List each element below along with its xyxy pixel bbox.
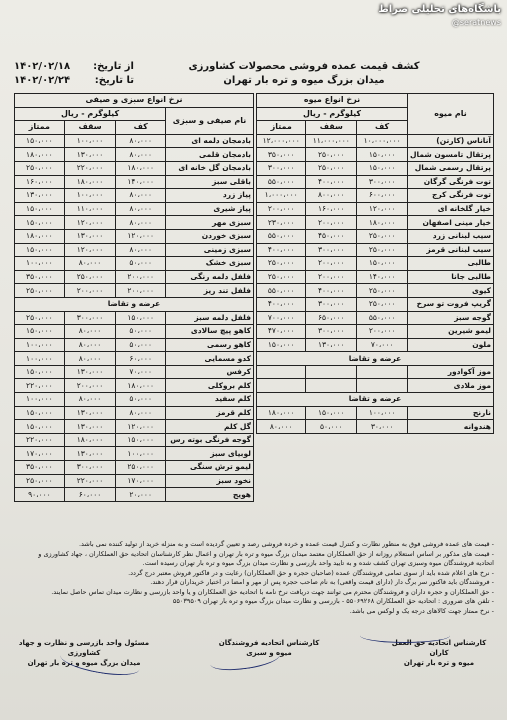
fruit-price-cell: ۵۵۰،۰۰۰ (257, 229, 306, 243)
veg-name-cell: پیاز زرد (166, 189, 254, 203)
veg-name-cell: بادمجان دلمه ای (166, 134, 254, 148)
veg-price-cell: ۱۵۰،۰۰۰ (15, 134, 65, 148)
veg-price-cell: ۲۲۰،۰۰۰ (15, 433, 65, 447)
fruit-price-table (256, 93, 494, 434)
fruit-price-cell: ۱۵۰،۰۰۰ (257, 338, 306, 352)
veg-price-cell: ۱۰۰،۰۰۰ (116, 447, 166, 461)
veg-price-cell: ۹۰،۰۰۰ (15, 488, 65, 502)
fruit-row (257, 189, 494, 203)
fruit-price-cell (257, 365, 306, 379)
veg-row (15, 284, 254, 298)
fruit-name-cell: طالبی جانا (408, 270, 494, 284)
to-date: ۱۴۰۲/۰۲/۲۴ (14, 75, 71, 86)
veg-price-cell: ۱۱۰،۰۰۰ (64, 202, 116, 216)
veg-name-cell: لیمو ترش سنگی (166, 461, 254, 475)
fruit-name-cell: لیمو شیرین (408, 325, 494, 339)
veg-price-cell: ۲۲۰،۰۰۰ (64, 161, 116, 175)
fruit-name-cell: سیب لبنانی زرد (408, 229, 494, 243)
document-header (14, 60, 494, 90)
fruit-min-header: کف (357, 121, 408, 135)
fruit-name-cell: خیار مینی اصفهان (408, 216, 494, 230)
fruit-price-cell (357, 365, 408, 379)
veg-price-cell: ۱۳۰،۰۰۰ (64, 365, 116, 379)
veg-name-cell: بادمجان قلمی (166, 148, 254, 162)
fruit-name-cell: گوجه سبز (408, 311, 494, 325)
veg-price-cell: ۸۰،۰۰۰ (116, 216, 166, 230)
fruit-name-cell: سیب لبنانی قرمز (408, 243, 494, 257)
fruit-price-cell: ۵۵۰،۰۰۰ (257, 284, 306, 298)
veg-price-cell: ۸۰،۰۰۰ (116, 134, 166, 148)
veg-name-cell: هویج (166, 488, 254, 502)
fruit-price-cell: ۱۵۰،۰۰۰ (357, 257, 408, 271)
veg-price-cell: ۱۶۰،۰۰۰ (15, 175, 65, 189)
vegetable-price-table (14, 93, 254, 502)
signature-title: مسئول واحد بازرسی و نظارت و جهاد کشاورزی (18, 639, 150, 657)
veg-name-cell: فلفل دلمه رنگی (166, 270, 254, 284)
veg-price-cell: ۸۰،۰۰۰ (64, 352, 116, 366)
veg-price-cell: ۱۲۰،۰۰۰ (64, 216, 116, 230)
veg-row (15, 202, 254, 216)
fruit-price-cell: ۱،۰۰۰،۰۰۰ (257, 189, 306, 203)
veg-price-cell: ۱۵۰،۰۰۰ (15, 216, 65, 230)
fruit-price-cell: ۳۰۰،۰۰۰ (306, 325, 357, 339)
fruit-section-row (257, 352, 494, 366)
fruit-row (257, 420, 494, 434)
fruit-name-cell: گریپ فروت تو سرخ (408, 297, 494, 311)
fruit-price-cell: ۷۰۰،۰۰۰ (257, 311, 306, 325)
signature-block (384, 638, 494, 688)
fruit-price-cell: ۸۰،۰۰۰ (257, 420, 306, 434)
fruit-name-cell: خیار گلخانه ای (408, 202, 494, 216)
veg-row (15, 474, 254, 488)
veg-price-cell: ۵۰،۰۰۰ (116, 393, 166, 407)
veg-row (15, 393, 254, 407)
from-date-label: از تاریخ: (93, 61, 134, 72)
fruit-price-cell: ۳۰۰،۰۰۰ (306, 297, 357, 311)
fruit-price-cell: ۳۰۰،۰۰۰ (257, 161, 306, 175)
fruit-row (257, 243, 494, 257)
veg-price-cell: ۱۳۰،۰۰۰ (64, 229, 116, 243)
veg-price-cell: ۳۵۰،۰۰۰ (15, 270, 65, 284)
fruit-row (257, 379, 494, 393)
fruit-name-header: نام میوه (408, 94, 494, 135)
fruit-price-cell: ۳۰۰،۰۰۰ (306, 243, 357, 257)
fruit-price-cell: ۱۲،۰۰۰،۰۰۰ (257, 134, 306, 148)
veg-row (15, 148, 254, 162)
veg-price-cell: ۱۸۰،۰۰۰ (64, 175, 116, 189)
veg-row (15, 420, 254, 434)
fruit-unit-header: کیلوگرم - ریال (257, 107, 408, 121)
veg-name-cell: نخود سبز (166, 474, 254, 488)
fruit-price-cell: ۱۱،۰۰۰،۰۰۰ (306, 134, 357, 148)
fruit-price-cell: ۱۸۰،۰۰۰ (357, 216, 408, 230)
veg-row (15, 379, 254, 393)
veg-price-cell: ۱۲۰،۰۰۰ (64, 243, 116, 257)
veg-row (15, 134, 254, 148)
fruit-price-cell: ۲۵۰،۰۰۰ (257, 270, 306, 284)
fruit-price-cell: ۲۵۰،۰۰۰ (357, 229, 408, 243)
veg-price-cell: ۲۰۰،۰۰۰ (116, 284, 166, 298)
veg-section-row (15, 297, 254, 311)
fruit-price-cell: ۲۵۰،۰۰۰ (357, 243, 408, 257)
veg-price-cell: ۱۸۰،۰۰۰ (116, 161, 166, 175)
veg-name-cell: گل کلم (166, 420, 254, 434)
veg-row (15, 216, 254, 230)
veg-row (15, 325, 254, 339)
veg-name-cell: کلم قرمز (166, 406, 254, 420)
veg-row (15, 352, 254, 366)
fruit-name-cell: نارنج (408, 406, 494, 420)
fruit-group-header: نرخ انواع میوه (257, 94, 408, 108)
fruit-price-cell: ۲۳۰،۰۰۰ (257, 216, 306, 230)
signature-title: کارشناس اتحادیه حق العمل کاران (391, 639, 487, 657)
fruit-price-cell (306, 379, 357, 393)
fruit-price-cell: ۱۸۰،۰۰۰ (257, 406, 306, 420)
veg-name-cell: سبزی زمینی (166, 243, 254, 257)
veg-price-cell: ۱۰۰،۰۰۰ (64, 134, 116, 148)
veg-name-cell: پیاز شیری (166, 202, 254, 216)
note-line: - قیمت های عمده فروشی فوق به منظور نظارت و کنترل قیمت عمده و خرده فروشی رصد و تعیین گردیده است و به منزله خرید از تولید کننده نمی باشد. (78, 540, 494, 548)
veg-price-cell: ۲۵۰،۰۰۰ (15, 284, 65, 298)
veg-name-cell: کرفس (166, 365, 254, 379)
veg-name-cell: باقلی سبز (166, 175, 254, 189)
fruit-name-cell: پرتقال رسمی شمال (408, 161, 494, 175)
veg-row (15, 311, 254, 325)
veg-price-cell: ۸۰،۰۰۰ (116, 148, 166, 162)
watermark: باشگاه‌های تحلیلی صراط (378, 4, 501, 15)
fruit-price-cell: ۱۵۰،۰۰۰ (357, 148, 408, 162)
veg-unit-header: کیلوگرم - ریال (15, 107, 166, 121)
note-line: - فروشندگان باید فاکتور سر برگ دار (دارای قیمت واقعی) به نام صاحب حجره پس از مهر و امضا در اختیار خریداران قرار دهند. (150, 578, 494, 586)
veg-price-cell: ۱۸۰،۰۰۰ (15, 148, 65, 162)
fruit-price-cell (357, 379, 408, 393)
veg-price-cell: ۱۰۰،۰۰۰ (15, 257, 65, 271)
veg-row (15, 338, 254, 352)
veg-price-cell: ۱۰۰،۰۰۰ (15, 393, 65, 407)
fruit-price-cell: ۴۰۰،۰۰۰ (306, 284, 357, 298)
fruit-price-cell: ۲۵۰،۰۰۰ (306, 161, 357, 175)
signature-subtitle: میدان بزرگ میوه و تره بار تهران (27, 659, 141, 667)
veg-row (15, 243, 254, 257)
veg-price-cell: ۱۵۰،۰۰۰ (116, 311, 166, 325)
fruit-name-cell: آناناس (کارتن) (408, 134, 494, 148)
fruit-price-cell: ۲۰۰،۰۰۰ (306, 257, 357, 271)
fruit-section-label: عرضه و تقاضا (257, 393, 494, 407)
veg-name-cell: کلم بروکلی (166, 379, 254, 393)
fruit-price-cell: ۷۰،۰۰۰ (357, 338, 408, 352)
veg-name-cell: کلم سفید (166, 393, 254, 407)
fruit-price-cell: ۱۴۰،۰۰۰ (357, 270, 408, 284)
veg-price-cell: ۲۲۰،۰۰۰ (15, 379, 65, 393)
fruit-price-cell: ۱۶۰،۰۰۰ (306, 202, 357, 216)
fruit-price-cell: ۱۵۰،۰۰۰ (357, 161, 408, 175)
watermark-handle: @seratnews (451, 18, 501, 27)
note-line: - نرخ ممتاز جهت کالاهای درجه یک و لوکس می باشد. (349, 606, 494, 615)
fruit-price-cell: ۵۵۰،۰۰۰ (357, 311, 408, 325)
veg-row (15, 270, 254, 284)
fruit-price-cell: ۸۰۰،۰۰۰ (306, 189, 357, 203)
veg-price-cell: ۷۰،۰۰۰ (116, 365, 166, 379)
fruit-price-cell: ۴۰۰،۰۰۰ (257, 297, 306, 311)
veg-price-cell: ۸۰،۰۰۰ (64, 257, 116, 271)
fruit-row (257, 175, 494, 189)
veg-group-header: نرخ انواع سبزی و صیفی (15, 94, 254, 108)
veg-price-cell: ۱۸۰،۰۰۰ (116, 379, 166, 393)
fruit-row (257, 148, 494, 162)
veg-price-cell: ۲۲۰،۰۰۰ (64, 474, 116, 488)
veg-price-cell: ۱۰۰،۰۰۰ (64, 189, 116, 203)
veg-name-cell: لوبیای سبز (166, 447, 254, 461)
signature-subtitle: میوه و سبزی (246, 649, 292, 657)
fruit-price-cell: ۶۰۰،۰۰۰ (357, 189, 408, 203)
veg-row (15, 406, 254, 420)
veg-name-cell: سبزی خوردن (166, 229, 254, 243)
notes-section (14, 540, 494, 616)
veg-row (15, 161, 254, 175)
fruit-row (257, 311, 494, 325)
fruit-row (257, 257, 494, 271)
veg-price-cell: ۱۳۰،۰۰۰ (64, 420, 116, 434)
veg-price-cell: ۵۰،۰۰۰ (116, 338, 166, 352)
veg-price-cell: ۱۳۰،۰۰۰ (64, 406, 116, 420)
veg-price-cell: ۱۸۰،۰۰۰ (64, 433, 116, 447)
fruit-price-cell: ۱۳۰،۰۰۰ (306, 338, 357, 352)
veg-price-cell: ۳۰۰،۰۰۰ (64, 461, 116, 475)
veg-price-cell: ۳۵۰،۰۰۰ (15, 461, 65, 475)
veg-price-cell: ۱۷۰،۰۰۰ (15, 447, 65, 461)
fruit-price-cell: ۱۲۰،۰۰۰ (357, 202, 408, 216)
title-line-2: میدان بزرگ میوه و تره بار تهران (223, 75, 385, 86)
note-line: - تلفن های ضروری : اتحادیه حق العملکاران ۵۵۰۶۹۲۶۸ - بازرسی و نظارت میدان بزرگ میوه و تره بار تهران ۵۵۰۳۹۵۰۹ (172, 597, 494, 605)
fruit-row (257, 406, 494, 420)
veg-row (15, 433, 254, 447)
fruit-price-cell (257, 379, 306, 393)
fruit-row (257, 365, 494, 379)
veg-row (15, 365, 254, 379)
veg-row (15, 257, 254, 271)
veg-name-cell: سبزی خشک (166, 257, 254, 271)
fruit-price-cell: ۵۵۰،۰۰۰ (257, 175, 306, 189)
fruit-price-cell: ۳۰۰،۰۰۰ (357, 175, 408, 189)
fruit-price-cell: ۱۰۰،۰۰۰ (357, 406, 408, 420)
fruit-name-cell: موز ملادی (408, 379, 494, 393)
veg-price-cell: ۱۳۰،۰۰۰ (64, 148, 116, 162)
veg-name-cell: سبزی مهر (166, 216, 254, 230)
document-title (174, 60, 434, 88)
veg-price-cell: ۱۳۰،۰۰۰ (15, 189, 65, 203)
signature-scribble (360, 628, 450, 643)
veg-row (15, 461, 254, 475)
fruit-price-cell: ۶۵۰،۰۰۰ (306, 311, 357, 325)
veg-price-cell: ۳۰۰،۰۰۰ (64, 311, 116, 325)
veg-price-cell: ۱۷۰،۰۰۰ (116, 474, 166, 488)
veg-price-cell: ۲۰۰،۰۰۰ (64, 284, 116, 298)
veg-best-header: ممتاز (15, 121, 65, 135)
fruit-row (257, 338, 494, 352)
fruit-section-label: عرضه و تقاضا (257, 352, 494, 366)
veg-price-cell: ۱۰۰،۰۰۰ (15, 352, 65, 366)
fruit-price-cell: ۲۰۰،۰۰۰ (257, 202, 306, 216)
veg-price-cell: ۱۴۰،۰۰۰ (116, 175, 166, 189)
fruit-price-cell: ۲۵۰،۰۰۰ (306, 148, 357, 162)
veg-name-cell: کاهو رسمی (166, 338, 254, 352)
fruit-price-cell: ۲۵۰،۰۰۰ (357, 297, 408, 311)
veg-price-cell: ۱۵۰،۰۰۰ (15, 202, 65, 216)
veg-price-cell: ۱۵۰،۰۰۰ (116, 433, 166, 447)
fruit-best-header: ممتاز (257, 121, 306, 135)
veg-price-cell: ۱۰۰،۰۰۰ (15, 338, 65, 352)
veg-name-cell: گوجه فرنگی بوته رس (166, 433, 254, 447)
veg-row (15, 447, 254, 461)
veg-price-cell: ۶۰،۰۰۰ (116, 352, 166, 366)
fruit-price-cell: ۱۰،۰۰۰،۰۰۰ (357, 134, 408, 148)
fruit-name-cell: هندوانه (408, 420, 494, 434)
veg-price-cell: ۲۰،۰۰۰ (116, 488, 166, 502)
veg-row (15, 488, 254, 502)
note-line: - نرخ های اعلام شده باید از سوی تمامی فروشندگان عمده (صاحبان حجره و حق العملکاران) رعایت و در فاکتور فروش معتبر درج گردد. (128, 568, 494, 577)
veg-price-cell: ۸۰،۰۰۰ (116, 406, 166, 420)
veg-price-cell: ۲۰۰،۰۰۰ (64, 379, 116, 393)
fruit-row (257, 161, 494, 175)
fruit-name-cell: پرتقال تامسون شمال (408, 148, 494, 162)
veg-section-label: عرضه و تقاضا (15, 297, 254, 311)
veg-price-cell: ۱۲۰،۰۰۰ (116, 229, 166, 243)
veg-max-header: سقف (64, 121, 116, 135)
veg-row (15, 189, 254, 203)
veg-price-cell: ۱۳۰،۰۰۰ (64, 447, 116, 461)
signature-subtitle: میوه و تره بار تهران (403, 659, 475, 667)
veg-name-cell: بادمجان گل خانه ای (166, 161, 254, 175)
veg-name-cell: فلفل تند ریز (166, 284, 254, 298)
veg-price-cell: ۲۵۰،۰۰۰ (15, 311, 65, 325)
veg-price-cell: ۸۰،۰۰۰ (64, 393, 116, 407)
veg-price-cell: ۲۰۰،۰۰۰ (116, 270, 166, 284)
veg-min-header: کف (116, 121, 166, 135)
veg-price-cell: ۱۵۰،۰۰۰ (15, 325, 65, 339)
fruit-row (257, 297, 494, 311)
veg-price-cell: ۲۵۰،۰۰۰ (64, 270, 116, 284)
note-line: - قیمت های مذکور بر اساس استعلام روزانه از حق العملکاران معتمد میدان بزرگ میوه و تره بار تهران و اعمال نظر کارشناسان اتحادیه حق العملکاران ، جهاد کشاورزی و (38, 549, 494, 558)
veg-price-cell: ۲۵۰،۰۰۰ (15, 474, 65, 488)
veg-price-cell: ۸۰،۰۰۰ (116, 202, 166, 216)
fruit-price-cell: ۲۰۰،۰۰۰ (306, 216, 357, 230)
veg-name-cell: کاهو پیچ سالادی (166, 325, 254, 339)
fruit-price-cell: ۲۰۰،۰۰۰ (306, 270, 357, 284)
note-line: - حق العملکاران و حجره داران و فروشندگان محترم می توانند جهت دریافت نرخ نامه با اتحادیه حق العملکاران و یا واحد بازرسی و نظارت میدان تماس حاصل نمایند. (51, 587, 494, 596)
veg-price-cell: ۸۰،۰۰۰ (116, 189, 166, 203)
fruit-name-cell: کیوی (408, 284, 494, 298)
veg-price-cell: ۱۲۰،۰۰۰ (116, 420, 166, 434)
from-date: ۱۴۰۲/۰۲/۱۸ (14, 61, 71, 72)
fruit-row (257, 134, 494, 148)
veg-price-cell: ۱۵۰،۰۰۰ (15, 243, 65, 257)
fruit-row (257, 216, 494, 230)
fruit-price-cell: ۴۰۰،۰۰۰ (257, 243, 306, 257)
veg-price-cell: ۵۰،۰۰۰ (116, 257, 166, 271)
fruit-row (257, 325, 494, 339)
title-line-1: کشف قیمت عمده فروشی محصولات کشاورزی (188, 61, 420, 72)
fruit-name-cell: موز آکوادور (408, 365, 494, 379)
veg-price-cell: ۸۰،۰۰۰ (64, 325, 116, 339)
fruit-name-cell: طالبی (408, 257, 494, 271)
fruit-section-row (257, 393, 494, 407)
note-line: اتحادیه فروشندگان میوه وسبزی تهران کشف شده و به تایید واحد بازرسی و نظارت میدان بزرگ میوه و تره بار تهران رسیده است. (142, 559, 494, 567)
fruit-price-cell: ۴۰۰،۰۰۰ (306, 175, 357, 189)
to-date-label: تا تاریخ: (94, 75, 134, 86)
veg-price-cell: ۶۰،۰۰۰ (64, 488, 116, 502)
fruit-row (257, 270, 494, 284)
veg-row (15, 175, 254, 189)
fruit-price-cell: ۱۵۰،۰۰۰ (306, 406, 357, 420)
fruit-price-cell (306, 365, 357, 379)
veg-price-cell: ۱۸۰،۰۰۰ (15, 229, 65, 243)
veg-price-cell: ۸۰،۰۰۰ (116, 243, 166, 257)
fruit-name-cell: توت فرنگی کرج (408, 189, 494, 203)
veg-name-header: نام صیفی و سبزی (166, 107, 254, 134)
signature-title: کارشناس اتحادیه فروشندگان (218, 639, 320, 647)
date-range (14, 60, 134, 88)
fruit-name-cell: ملون (408, 338, 494, 352)
veg-name-cell: کدو مسمایی (166, 352, 254, 366)
fruit-price-cell: ۴۵۰،۰۰۰ (306, 229, 357, 243)
veg-price-cell: ۱۵۰،۰۰۰ (15, 365, 65, 379)
veg-price-cell: ۲۵۰،۰۰۰ (116, 461, 166, 475)
veg-row (15, 229, 254, 243)
fruit-price-cell: ۳۰،۰۰۰ (357, 420, 408, 434)
veg-price-cell: ۲۵۰،۰۰۰ (15, 161, 65, 175)
fruit-price-cell: ۵۰،۰۰۰ (306, 420, 357, 434)
fruit-row (257, 284, 494, 298)
veg-name-cell: فلفل دلمه سبز (166, 311, 254, 325)
veg-price-cell: ۵۰،۰۰۰ (116, 325, 166, 339)
fruit-row (257, 229, 494, 243)
fruit-row (257, 202, 494, 216)
veg-price-cell: ۱۵۰،۰۰۰ (15, 406, 65, 420)
fruit-price-cell: ۲۰۰،۰۰۰ (357, 325, 408, 339)
fruit-price-cell: ۳۵۰،۰۰۰ (257, 148, 306, 162)
fruit-price-cell: ۴۷۰،۰۰۰ (257, 325, 306, 339)
fruit-price-cell: ۲۵۰،۰۰۰ (257, 257, 306, 271)
fruit-max-header: سقف (306, 121, 357, 135)
veg-price-cell: ۱۵۰،۰۰۰ (15, 420, 65, 434)
fruit-name-cell: توت فرنگی گرگان (408, 175, 494, 189)
fruit-price-cell: ۲۵۰،۰۰۰ (357, 284, 408, 298)
veg-price-cell: ۸۰،۰۰۰ (64, 338, 116, 352)
